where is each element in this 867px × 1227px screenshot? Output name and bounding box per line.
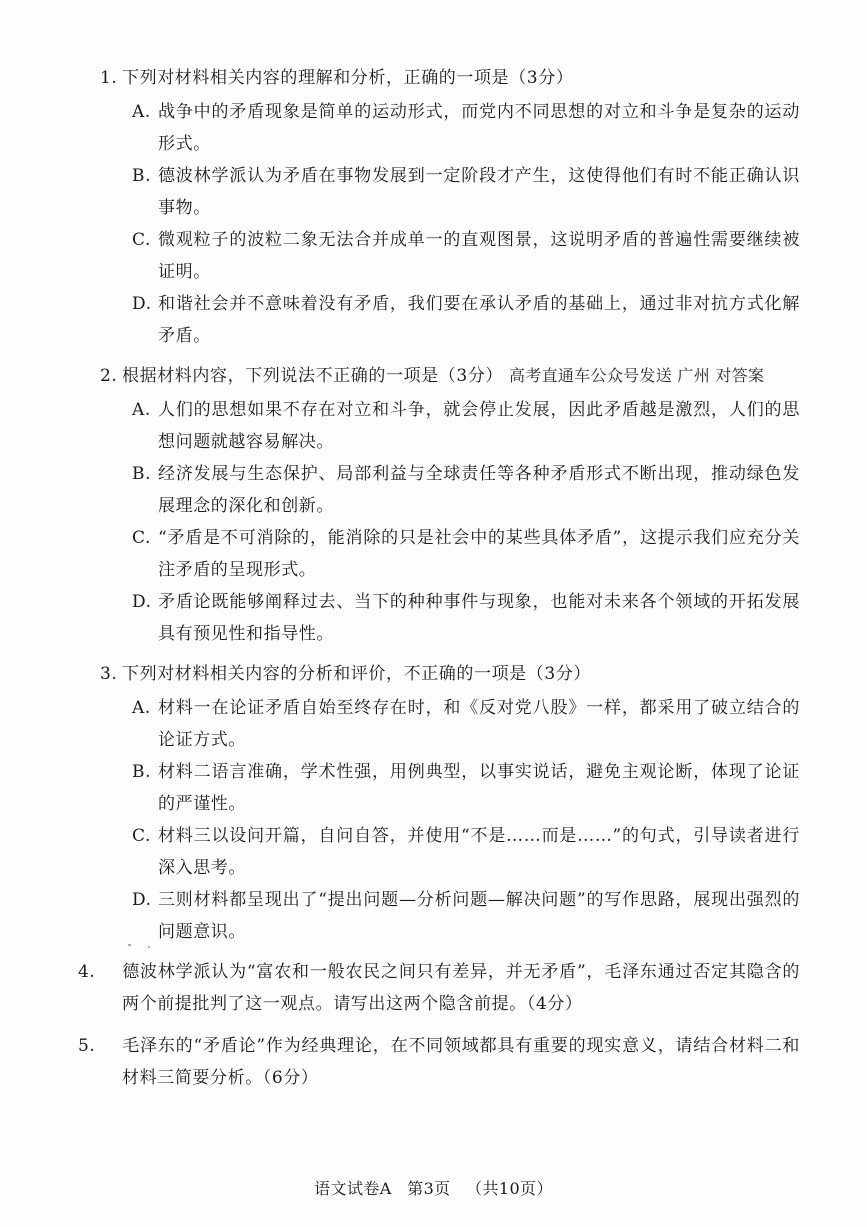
question-number: 5.: [78, 1036, 96, 1056]
option-text: “矛盾是不可消除的，能消除的只是社会中的某些具体矛盾”，这提示我们应充分关注矛盾的呈现形式。: [158, 528, 800, 580]
question-2: [100, 360, 800, 650]
option-text: 战争中的矛盾现象是简单的运动形式，而党内不同思想的对立和斗争是复杂的运动形式。: [158, 102, 800, 154]
option-b: [100, 756, 800, 820]
option-letter: B.: [132, 166, 152, 186]
question-text: 德波林学派认为“富农和一般农民之间只有差异，并无矛盾”，毛泽东通过否定其隐含的两个前提批判了这一观点。请写出这两个隐含前提。（4分）: [122, 962, 800, 1014]
option-letter: C.: [132, 826, 152, 846]
option-letter: B.: [132, 762, 152, 782]
question-3: [100, 658, 800, 948]
option-letter: D.: [132, 294, 152, 314]
page-footer: [0, 1176, 867, 1199]
option-text: 材料二语言准确，学术性强，用例典型，以事实说话，避免主观论断，体现了论证的严谨性。: [158, 762, 800, 814]
question-stem: [100, 360, 800, 392]
question-number: 3.: [100, 664, 118, 684]
watermark-note: 高考直通车公众号发送 广州 对答案: [509, 366, 765, 385]
question-text: 根据材料内容，下列说法不正确的一项是（3分）: [122, 366, 504, 386]
question-text: 毛泽东的“矛盾论”作为经典理论，在不同领域都具有重要的现实意义，请结合材料二和材料三简要分析。（6分）: [122, 1036, 800, 1088]
option-a: [100, 394, 800, 458]
question-number: 2.: [100, 366, 118, 386]
option-list: [100, 692, 800, 948]
question-text: 下列对材料相关内容的分析和评价，不正确的一项是（3分）: [122, 664, 592, 684]
question-1: [100, 62, 800, 352]
option-letter: B.: [132, 464, 152, 484]
option-text: 矛盾论既能够阐释过去、当下的种种事件与现象，也能对未来各个领域的开拓发展具有预见性和指导性。: [158, 592, 800, 644]
page-total: （共10页）: [466, 1179, 553, 1198]
option-letter: A.: [132, 698, 151, 718]
option-a: [100, 692, 800, 756]
option-text: 材料一在论证矛盾自始至终存在时，和《反对党八股》一样，都采用了破立结合的论证方式。: [158, 698, 800, 750]
question-stem: [100, 658, 800, 690]
option-d: [100, 288, 800, 352]
paper-title: 语文试卷A: [314, 1179, 392, 1198]
option-text: 微观粒子的波粒二象无法合并成单一的直观图景，这说明矛盾的普遍性需要继续被证明。: [158, 230, 800, 282]
question-stem: [78, 956, 800, 1020]
option-letter: D.: [132, 890, 152, 910]
option-c: [100, 224, 800, 288]
option-text: 三则材料都呈现出了“提出问题—分析问题—解决问题”的写作思路，展现出强烈的问题意识。: [158, 890, 800, 942]
option-text: 材料三以设问开篇，自问自答，并使用“不是……而是……”的句式，引导读者进行深入思考。: [158, 826, 800, 878]
option-text: 和谐社会并不意味着没有矛盾，我们要在承认矛盾的基础上，通过非对抗方式化解矛盾。: [158, 294, 800, 346]
option-b: [100, 458, 800, 522]
option-text: 德波林学派认为矛盾在事物发展到一定阶段才产生，这使得他们有时不能正确认识事物。: [158, 166, 800, 218]
option-letter: A.: [132, 102, 151, 122]
option-letter: A.: [132, 400, 151, 420]
option-letter: D.: [132, 592, 152, 612]
question-stem: [100, 62, 800, 94]
option-c: [100, 820, 800, 884]
question-number: 4.: [78, 962, 96, 982]
scan-speck: [148, 946, 150, 948]
page-number: 第3页: [407, 1179, 451, 1198]
option-d: [100, 884, 800, 948]
scan-speck: [128, 944, 131, 946]
question-number: 1.: [100, 68, 118, 88]
option-text: 经济发展与生态保护、局部利益与全球责任等各种矛盾形式不断出现，推动绿色发展理念的深化和创新。: [158, 464, 800, 516]
option-list: [100, 96, 800, 352]
option-text: 人们的思想如果不存在对立和斗争，就会停止发展，因此矛盾越是激烈，人们的思想问题就越容易解决。: [158, 400, 800, 452]
question-4: [78, 956, 800, 1020]
option-d: [100, 586, 800, 650]
option-list: [100, 394, 800, 650]
option-letter: C.: [132, 528, 152, 548]
option-a: [100, 96, 800, 160]
question-text: 下列对材料相关内容的理解和分析，正确的一项是（3分）: [122, 68, 574, 88]
option-c: [100, 522, 800, 586]
option-b: [100, 160, 800, 224]
question-5: [78, 1030, 800, 1094]
option-letter: C.: [132, 230, 152, 250]
question-stem: [78, 1030, 800, 1094]
